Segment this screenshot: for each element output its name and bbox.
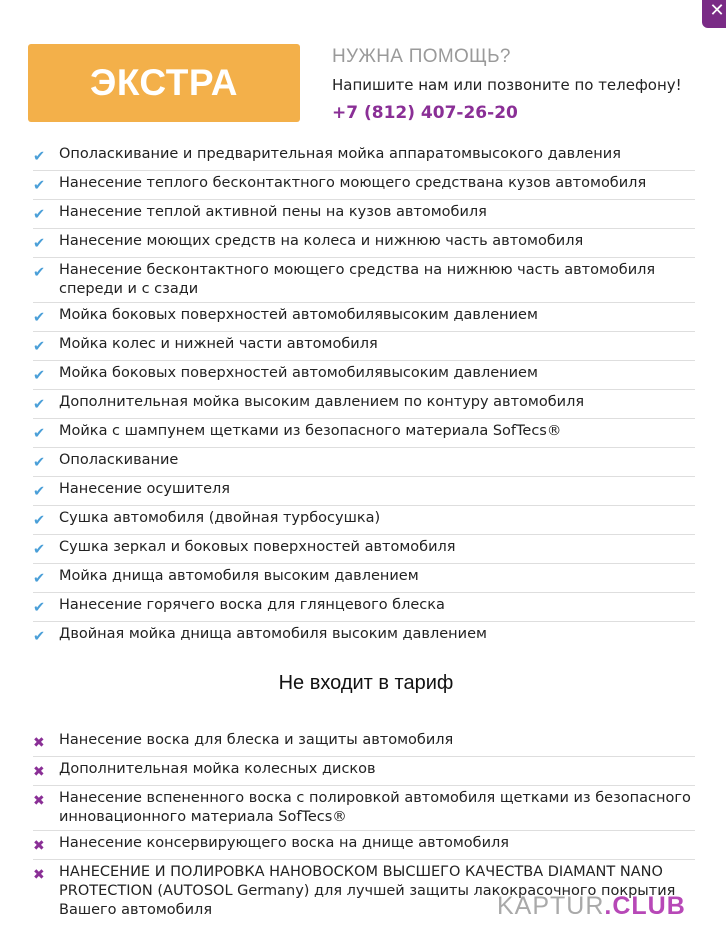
list-item xyxy=(33,229,695,258)
list-item xyxy=(33,171,695,200)
list-item-text: Нанесение воска для блеска и защиты автомобиля xyxy=(59,732,454,748)
check-icon: ✔ xyxy=(33,484,46,500)
check-icon: ✔ xyxy=(33,397,46,413)
list-item-text: Сушка автомобиля (двойная турбосушка) xyxy=(59,510,381,526)
check-icon: ✔ xyxy=(33,339,46,355)
cross-icon: ✖ xyxy=(33,867,45,883)
check-icon: ✔ xyxy=(33,178,46,194)
help-block xyxy=(332,46,682,123)
list-item xyxy=(33,593,695,622)
list-item xyxy=(33,419,695,448)
check-icon: ✔ xyxy=(33,236,46,252)
check-icon: ✔ xyxy=(33,513,46,529)
list-item-text: Нанесение бесконтактного моющего средства на нижнюю часть автомобиля спереди и с сзади xyxy=(59,262,656,297)
included-services-list xyxy=(33,142,695,650)
mark-wrapper xyxy=(33,364,59,386)
check-icon: ✔ xyxy=(33,207,46,223)
cross-icon: ✖ xyxy=(33,735,45,751)
not-included-heading: Не входит в тариф xyxy=(278,672,454,694)
mark-wrapper xyxy=(33,174,59,196)
watermark-text: KAPTUR xyxy=(497,892,605,920)
list-item-text: Нанесение вспененного воска с полировкой автомобиля щетками из безопасного инновационного материала SofTecs® xyxy=(59,790,691,825)
check-icon: ✔ xyxy=(33,426,46,442)
cross-icon: ✖ xyxy=(33,764,45,780)
list-item xyxy=(33,831,695,860)
list-item xyxy=(33,477,695,506)
list-item-text: Нанесение осушителя xyxy=(59,481,230,497)
check-icon: ✔ xyxy=(33,265,46,281)
list-item xyxy=(33,506,695,535)
tariff-name: ЭКСТРА xyxy=(90,62,238,103)
list-item xyxy=(33,564,695,593)
list-item xyxy=(33,448,695,477)
list-item xyxy=(33,303,695,332)
mark-wrapper xyxy=(33,863,59,885)
mark-wrapper xyxy=(33,451,59,473)
list-item xyxy=(33,361,695,390)
list-item-text: Дополнительная мойка высоким давлением по контуру автомобиля xyxy=(59,394,585,410)
check-icon: ✔ xyxy=(33,629,46,645)
list-item xyxy=(33,786,695,831)
help-title: НУЖНА ПОМОЩЬ? xyxy=(332,46,511,67)
list-item-text: Нанесение горячего воска для глянцевого блеска xyxy=(59,597,445,613)
list-item xyxy=(33,757,695,786)
mark-wrapper xyxy=(33,834,59,856)
list-item xyxy=(33,622,695,650)
list-item-text: Мойка с шампунем щетками из безопасного материала SofTecs® xyxy=(59,423,562,439)
cross-icon: ✖ xyxy=(33,793,45,809)
check-icon: ✔ xyxy=(33,455,46,471)
list-item xyxy=(33,332,695,361)
tariff-name-badge xyxy=(28,44,300,122)
cross-icon: ✖ xyxy=(33,838,45,854)
mark-wrapper xyxy=(33,145,59,167)
mark-wrapper xyxy=(33,480,59,502)
watermark-club: .CLUB xyxy=(604,892,686,920)
mark-wrapper xyxy=(33,596,59,618)
mark-wrapper xyxy=(33,393,59,415)
list-item xyxy=(33,390,695,419)
list-item xyxy=(33,728,695,757)
list-item-text: Мойка боковых поверхностей автомобилявысоким давлением xyxy=(59,307,538,323)
mark-wrapper xyxy=(33,789,59,811)
help-text: Напишите нам или позвоните по телефону! xyxy=(332,76,682,94)
list-item xyxy=(33,258,695,303)
watermark xyxy=(497,892,686,921)
list-item xyxy=(33,535,695,564)
mark-wrapper xyxy=(33,422,59,444)
mark-wrapper xyxy=(33,567,59,589)
list-item-text: Нанесение консервирующего воска на днище автомобиля xyxy=(59,835,510,851)
mark-wrapper xyxy=(33,625,59,647)
mark-wrapper xyxy=(33,261,59,283)
mark-wrapper xyxy=(33,538,59,560)
mark-wrapper xyxy=(33,203,59,225)
close-button[interactable] xyxy=(702,0,726,28)
check-icon: ✔ xyxy=(33,571,46,587)
list-item-text: Нанесение моющих средств на колеса и нижнюю часть автомобиля xyxy=(59,233,584,249)
mark-wrapper xyxy=(33,509,59,531)
list-item-text: НАНЕСЕНИЕ И ПОЛИРОВКА НАНОВОСКОМ ВЫСШЕГО КАЧЕСТВА DIAMANT NANO PROTECTION (AUTOSOL Germany) для лучшей защиты лакокрасочного покрытия Вашего автомобиля xyxy=(59,864,676,918)
list-item-text: Ополаскивание и предварительная мойка аппаратомвысокого давления xyxy=(59,146,621,162)
check-icon: ✔ xyxy=(33,368,46,384)
mark-wrapper xyxy=(33,306,59,328)
list-item-text: Нанесение теплой активной пены на кузов автомобиля xyxy=(59,204,487,220)
list-item xyxy=(33,200,695,229)
list-item-text: Мойка колес и нижней части автомобиля xyxy=(59,336,378,352)
mark-wrapper xyxy=(33,760,59,782)
mark-wrapper xyxy=(33,335,59,357)
list-item-text: Двойная мойка днища автомобиля высоким давлением xyxy=(59,626,487,642)
list-item-text: Сушка зеркал и боковых поверхностей автомобиля xyxy=(59,539,456,555)
mark-wrapper xyxy=(33,731,59,753)
check-icon: ✔ xyxy=(33,149,46,165)
list-item-text: Нанесение теплого бесконтактного моющего средствана кузов автомобиля xyxy=(59,175,647,191)
check-icon: ✔ xyxy=(33,542,46,558)
check-icon: ✔ xyxy=(33,310,46,326)
list-item-text: Мойка днища автомобиля высоким давлением xyxy=(59,568,419,584)
list-item-text: Ополаскивание xyxy=(59,452,179,468)
mark-wrapper xyxy=(33,232,59,254)
check-icon: ✔ xyxy=(33,600,46,616)
list-item xyxy=(33,142,695,171)
list-item-text: Мойка боковых поверхностей автомобилявысоким давлением xyxy=(59,365,538,381)
help-phone-link[interactable]: +7 (812) 407-26-20 xyxy=(332,103,518,123)
close-icon: ✕ xyxy=(709,0,725,21)
list-item-text: Дополнительная мойка колесных дисков xyxy=(59,761,376,777)
